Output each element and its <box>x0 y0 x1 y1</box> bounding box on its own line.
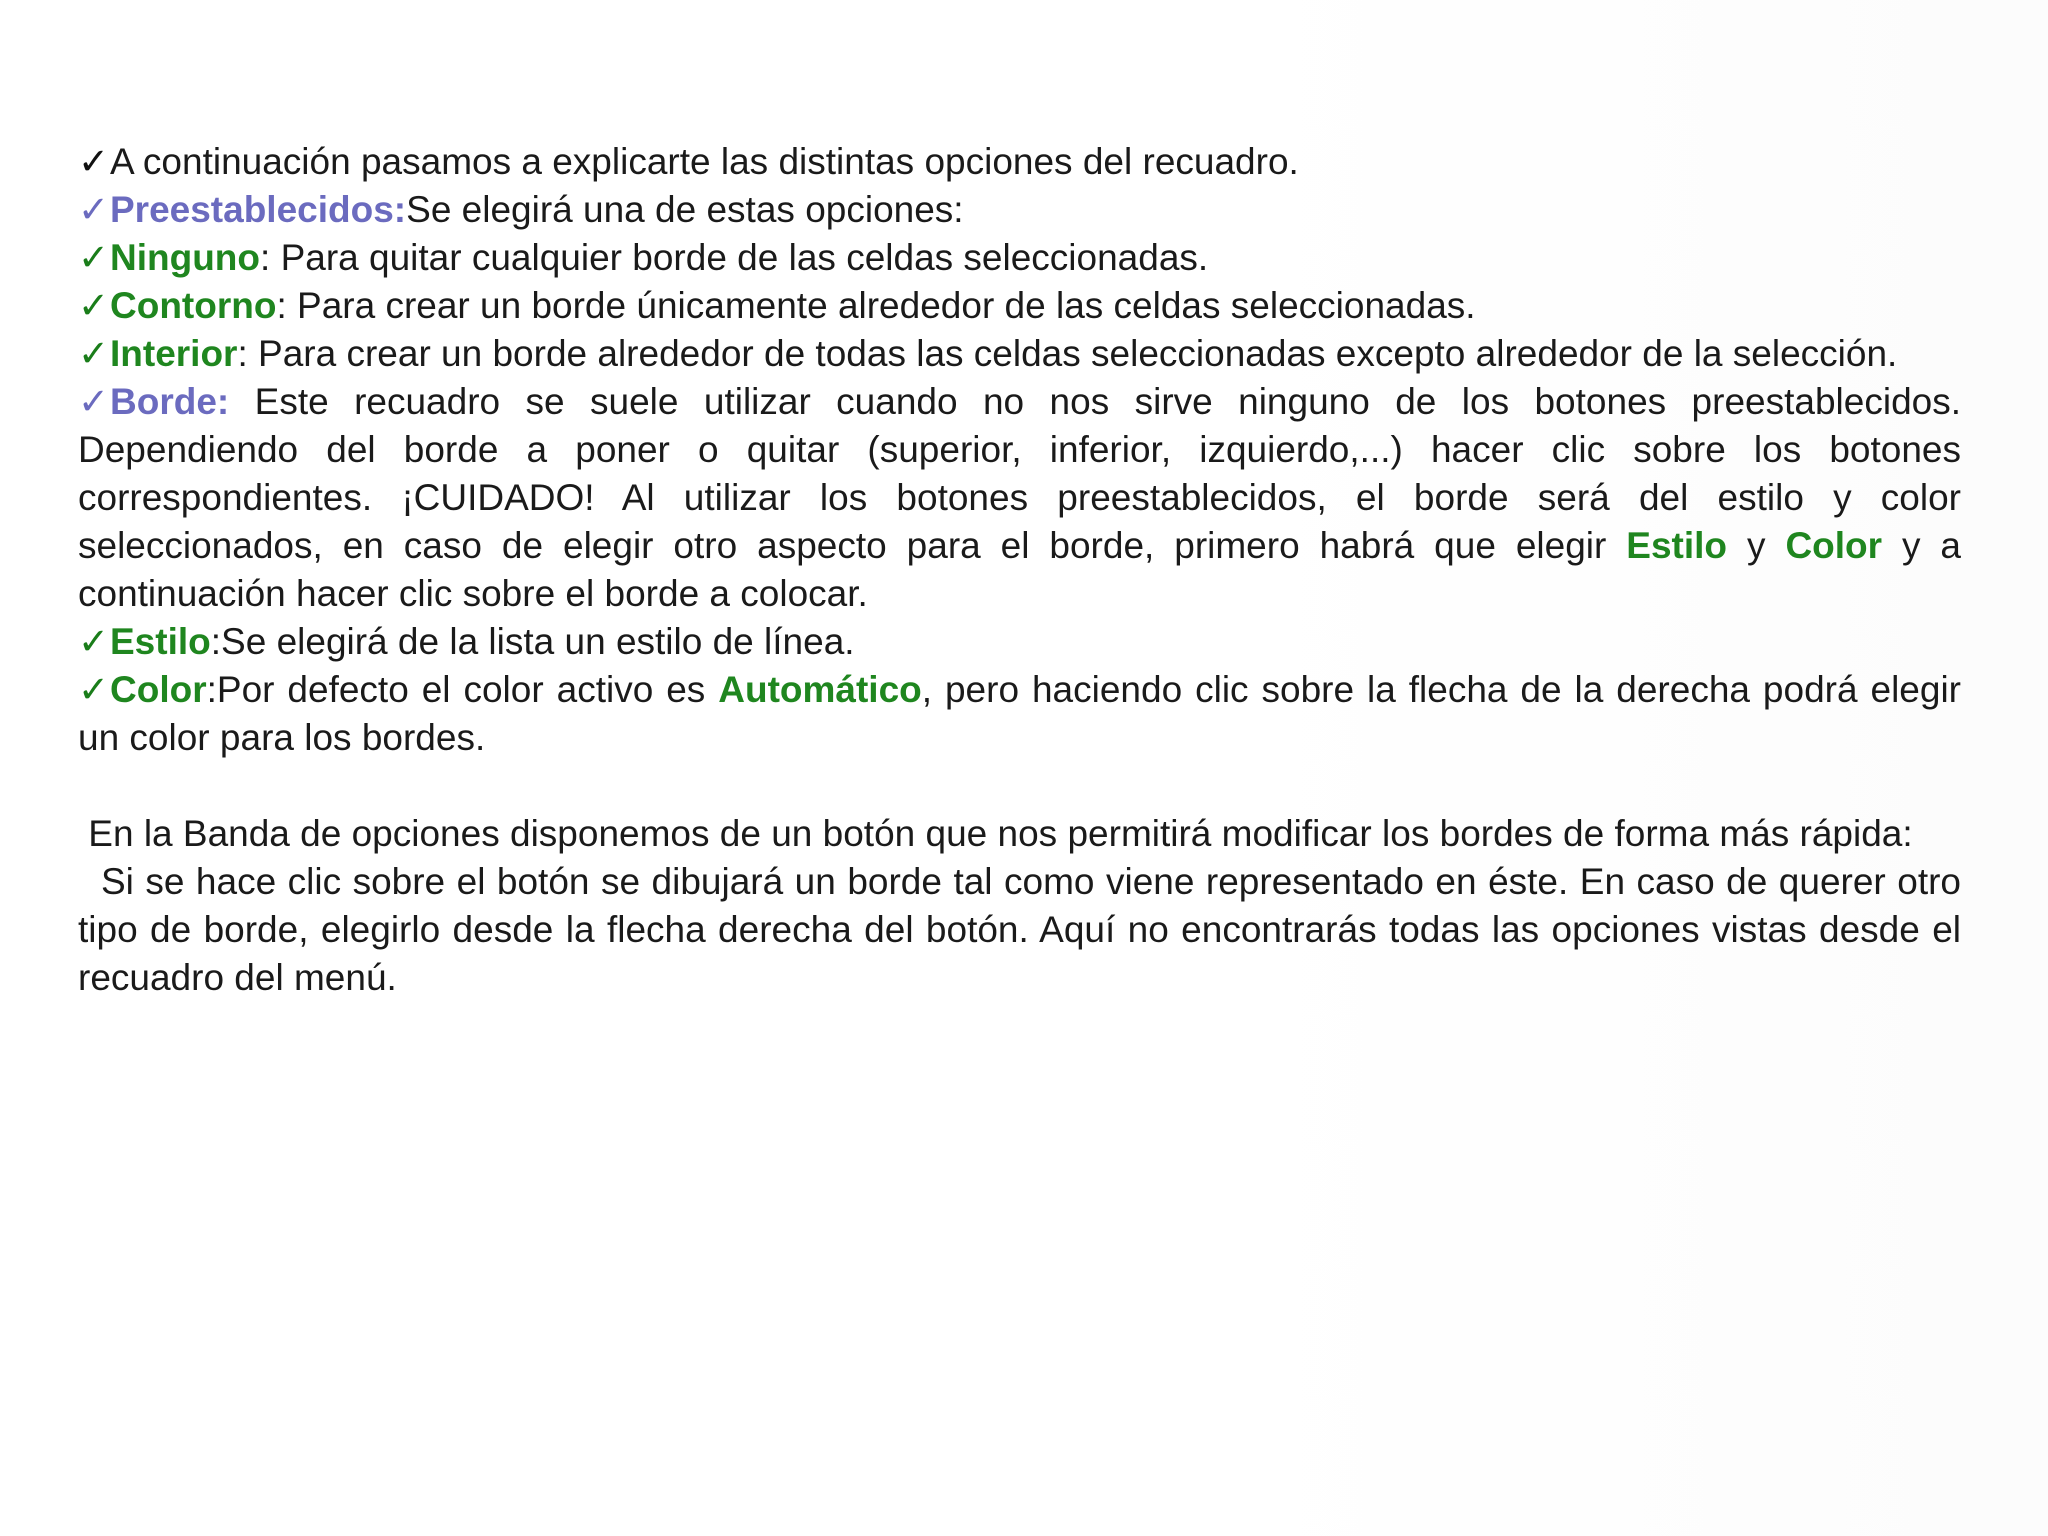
term-estilo-inline: Estilo <box>1626 525 1728 566</box>
paragraph-estilo <box>78 618 1961 666</box>
term-contorno: Contorno <box>110 285 277 326</box>
check-icon: ✓ <box>78 621 110 662</box>
paragraph-contorno <box>78 282 1961 330</box>
document-body <box>78 138 1972 1002</box>
check-icon: ✓ <box>78 141 110 182</box>
term-preestablecidos: Preestablecidos: <box>110 189 407 230</box>
paragraph-color <box>78 666 1961 762</box>
color-text-1: :Por defecto el color activo es <box>206 669 719 710</box>
paragraph-spacer <box>78 762 1961 810</box>
borde-text-1: Este recuadro se suele utilizar cuando no nos sirve ninguno de los botones preestablecidos. Dependiendo del borde a poner o quitar (superior, inferior, izquierdo,...) hacer clic sobre los botones correspondientes. ¡CUIDADO! Al utilizar los botones preestablecidos, el borde será del estilo y color seleccionados, en caso de elegir otro aspecto para el borde, primero habrá que elegir <box>78 381 1961 566</box>
check-icon: ✓ <box>78 381 110 422</box>
borde-text-2: y <box>1727 525 1786 566</box>
term-interior: Interior <box>110 333 238 374</box>
term-borde: Borde: <box>110 381 230 422</box>
check-icon: ✓ <box>78 237 110 278</box>
boton-text: Si se hace clic sobre el botón se dibujará un borde tal como viene representado en éste. En caso de querer otro tipo de borde, elegirlo desde la flecha derecha del botón. Aquí no encontrarás todas las opciones vistas desde el recuadro del menú. <box>78 861 1972 998</box>
intro-text: A continuación pasamos a explicarte las distintas opciones del recuadro. <box>110 141 1299 182</box>
check-icon: ✓ <box>78 189 110 230</box>
color-text-2: , pero haciendo clic sobre la flecha de la derecha podrá elegir un color para los bordes. <box>78 669 1961 758</box>
paragraph-ninguno <box>78 234 1961 282</box>
banda-text: En la Banda de opciones disponemos de un botón que nos permitirá modificar los bordes de forma más rápida: <box>78 813 1913 854</box>
interior-text: : Para crear un borde alrededor de todas las celdas seleccionadas excepto alrededor de la selección. <box>237 333 1898 374</box>
term-color-inline: Color <box>1785 525 1883 566</box>
paragraph-boton <box>78 858 1972 1002</box>
contorno-text: : Para crear un borde únicamente alrededor de las celdas seleccionadas. <box>276 285 1476 326</box>
ninguno-text: : Para quitar cualquier borde de las celdas seleccionadas. <box>260 237 1209 278</box>
borde-text-3: y a continuación hacer clic sobre el borde a colocar. <box>78 525 1962 614</box>
check-icon: ✓ <box>78 669 110 710</box>
paragraph-intro <box>78 138 1961 186</box>
term-automatico: Automático <box>718 669 922 710</box>
estilo-text: :Se elegirá de la lista un estilo de línea. <box>210 621 855 662</box>
check-icon: ✓ <box>78 285 110 326</box>
paragraph-preestablecidos <box>78 186 1961 234</box>
paragraph-borde <box>78 378 1961 618</box>
paragraph-interior <box>78 330 1961 378</box>
term-ninguno: Ninguno <box>110 237 261 278</box>
paragraph-banda <box>78 810 1961 858</box>
term-color: Color <box>110 669 207 710</box>
check-icon: ✓ <box>78 333 110 374</box>
term-estilo: Estilo <box>110 621 211 662</box>
preestablecidos-text: Se elegirá una de estas opciones: <box>406 189 964 230</box>
